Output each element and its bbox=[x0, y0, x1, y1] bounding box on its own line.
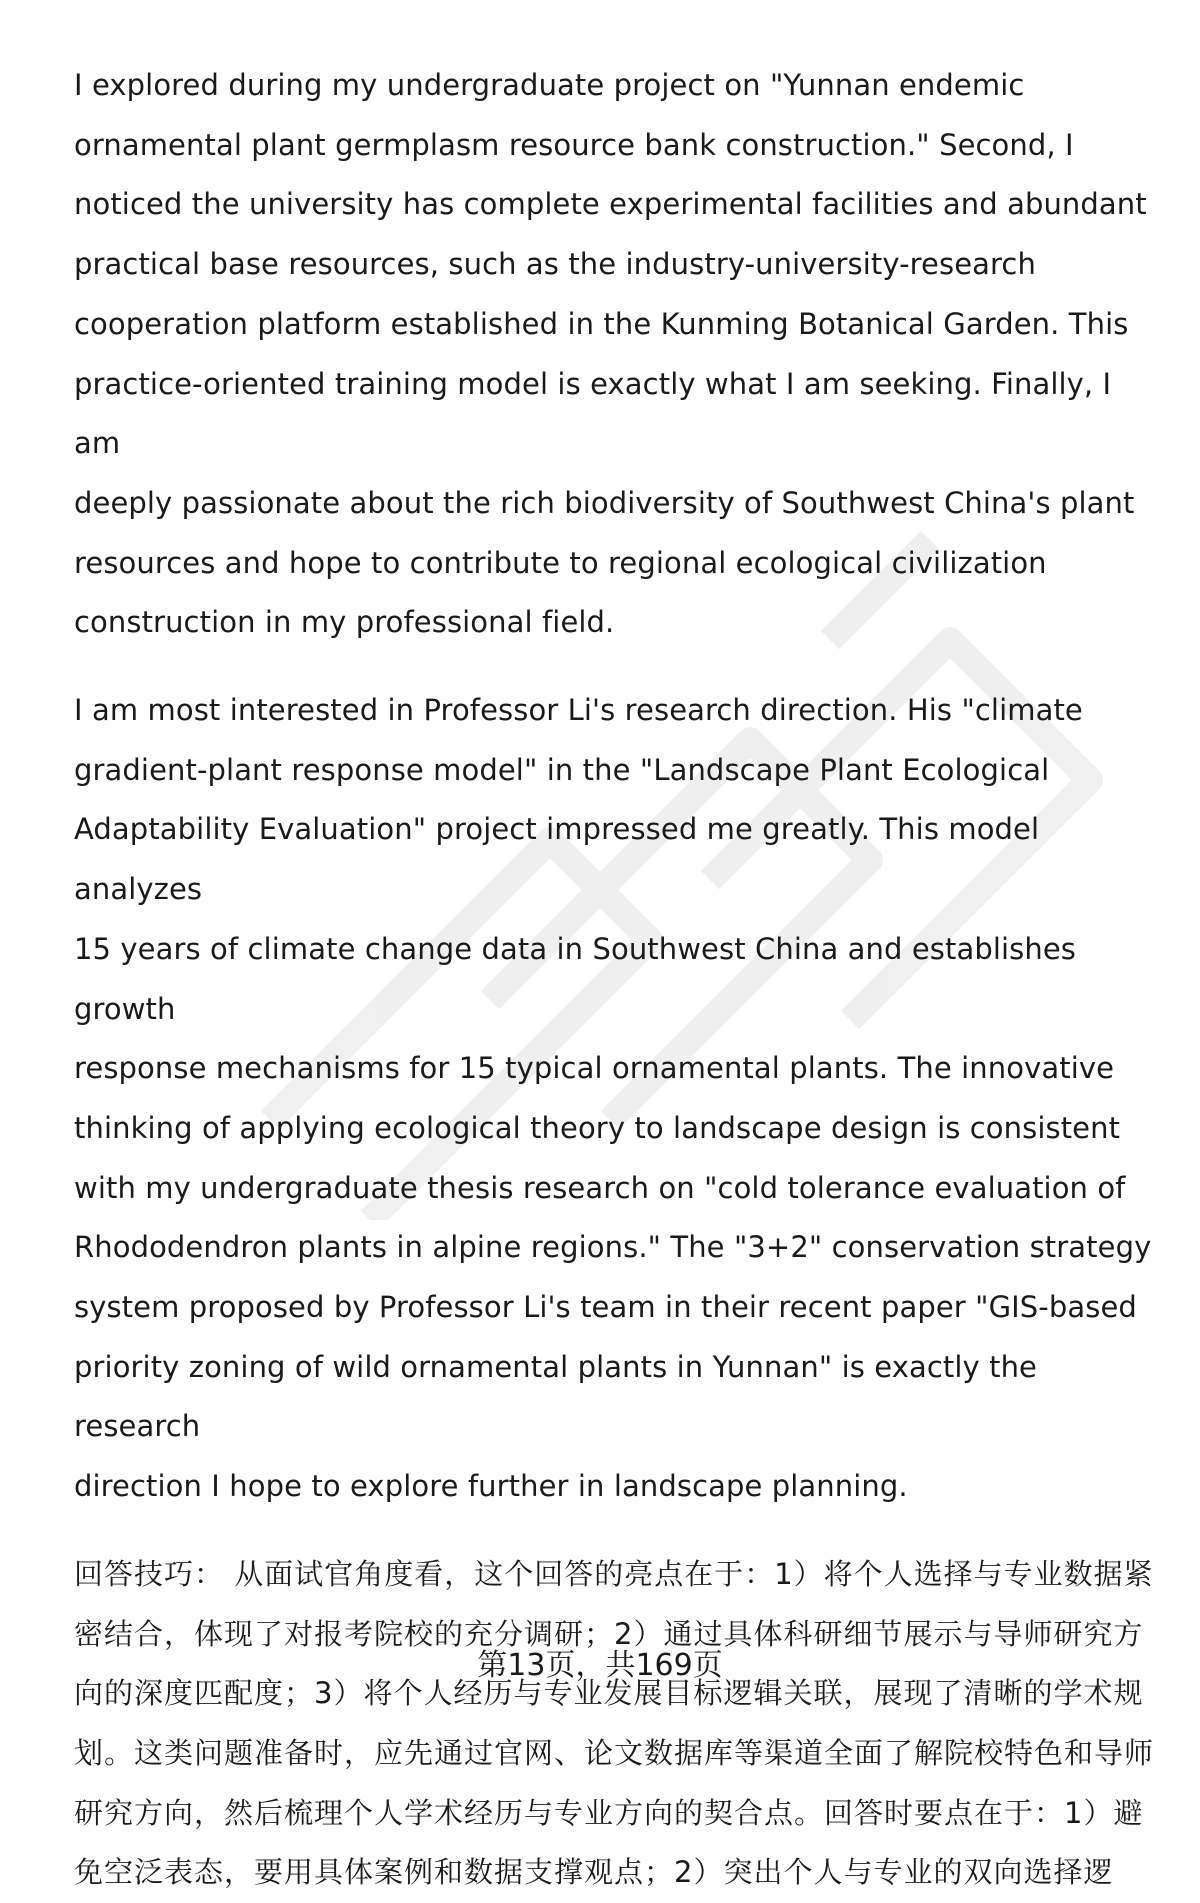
text-line: direction I hope to explore further in landscape planning. bbox=[74, 1469, 908, 1504]
text-line: 密结合，体现了对报考院校的充分调研；2）通过具体科研细节展示与导师研究方 bbox=[74, 1616, 1144, 1651]
text-line: system proposed by Professor Li's team in their recent paper "GIS-based bbox=[74, 1290, 1137, 1325]
text-line: Adaptability Evaluation" project impressed me greatly. This model analyzes bbox=[74, 812, 1040, 907]
text-line: gradient-plant response model" in the "Landscape Plant Ecological bbox=[74, 752, 1050, 787]
text-line: priority zoning of wild ornamental plants in Yunnan" is exactly the research bbox=[74, 1349, 1037, 1444]
text-line: 研究方向，然后梳理个人学术经历与专业方向的契合点。回答时要点在于：1）避 bbox=[74, 1795, 1144, 1830]
text-line: with my undergraduate thesis research on "cold tolerance evaluation of bbox=[74, 1170, 1126, 1205]
text-line: 回答技巧： 从面试官角度看，这个回答的亮点在于：1）将个人选择与专业数据紧 bbox=[74, 1556, 1154, 1591]
text-line: 免空泛表态，要用具体案例和数据支撑观点；2）突出个人与专业的双向选择逻 bbox=[74, 1855, 1114, 1890]
text-line: response mechanisms for 15 typical ornamental plants. The innovative bbox=[74, 1051, 1115, 1086]
text-line: Rhododendron plants in alpine regions." The "3+2" conservation strategy bbox=[74, 1230, 1152, 1265]
document-body bbox=[74, 56, 1154, 1903]
page-number: 第13页，共169页 bbox=[477, 1648, 723, 1683]
text-line: 向的深度匹配度；3）将个人经历与专业发展目标逻辑关联，展现了清晰的学术规 bbox=[74, 1676, 1144, 1711]
text-line: I explored during my undergraduate project on "Yunnan endemic bbox=[74, 68, 1025, 102]
text-line: practice-oriented training model is exactly what I am seeking. Finally, I am bbox=[74, 366, 1112, 461]
text-line: I am most interested in Professor Li's research direction. His "climate bbox=[74, 693, 1083, 728]
text-line: practical base resources, such as the industry-university-research bbox=[74, 247, 1036, 282]
text-line: resources and hope to contribute to regional ecological civilization bbox=[74, 545, 1047, 580]
text-line: ornamental plant germplasm resource bank construction." Second, I bbox=[74, 127, 1074, 162]
text-line: deeply passionate about the rich biodiversity of Southwest China's plant bbox=[74, 485, 1135, 520]
text-line: 划。这类问题准备时，应先通过官网、论文数据库等渠道全面了解院校特色和导师 bbox=[74, 1735, 1155, 1770]
paragraph-motivation bbox=[74, 56, 1154, 653]
paragraph-research-interest bbox=[74, 681, 1154, 1517]
answer-tips bbox=[74, 1545, 1154, 1903]
text-line: noticed the university has complete experimental facilities and abundant bbox=[74, 187, 1147, 222]
text-line: thinking of applying ecological theory to landscape design is consistent bbox=[74, 1110, 1121, 1145]
text-line: 15 years of climate change data in Southwest China and establishes growth bbox=[74, 931, 1076, 1026]
text-line: cooperation platform established in the Kunming Botanical Garden. This bbox=[74, 306, 1129, 341]
text-line: construction in my professional field. bbox=[74, 605, 615, 640]
